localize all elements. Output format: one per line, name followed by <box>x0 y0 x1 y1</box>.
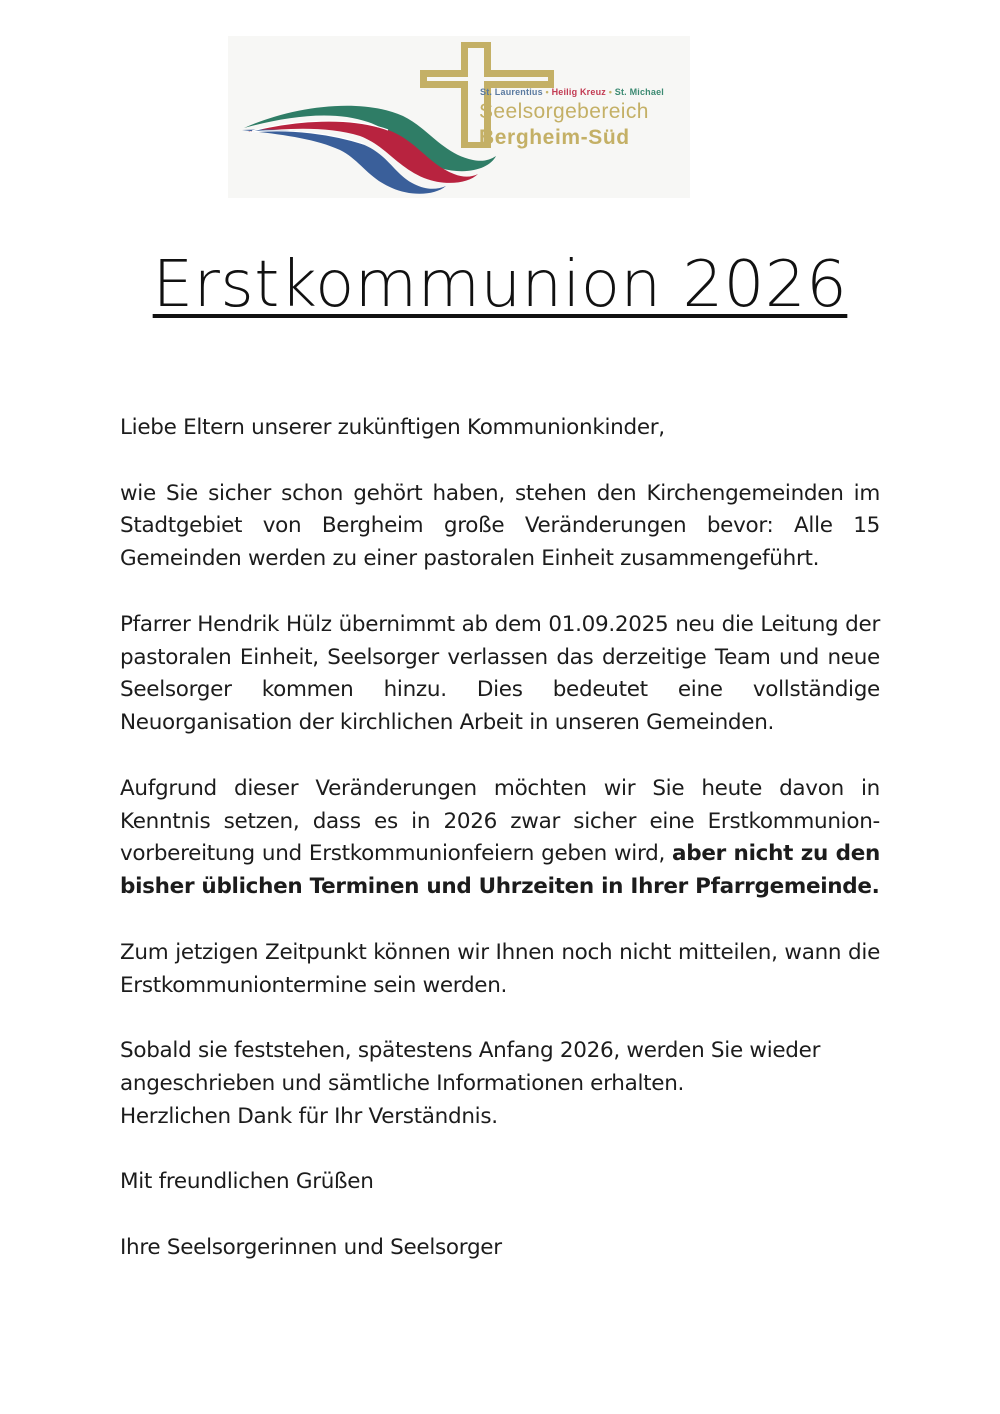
paragraph-changes: wie Sie sicher schon gehört haben, stehen den Kirchengemeinden im Stadtgebiet von Bergheim große Veränderungen bevor: Alle 15 Gemeinden werden zu einer pastoralen Einheit zusammengeführt. <box>120 480 880 572</box>
logo-line-seelsorgebereich: Seelsorgebereich <box>479 100 649 123</box>
document-title <box>0 248 1000 322</box>
logo-line-bergheim-sued: Bergheim-Süd <box>479 126 630 149</box>
closing-greeting: Mit freundlichen Grüßen <box>120 1169 374 1195</box>
paragraph-first-communion-text: Aufgrund dieser Veränderungen möchten wir Sie heute davon in Kenntnis setzen, dass es in 2026 zwar sicher eine Erstkommunion-vorbereitung und Erstkommunionfeiern geben wird, <box>120 775 880 867</box>
paragraph-new-leadership: Pfarrer Hendrik Hülz übernimmt ab dem 01.09.2025 neu die Leitung der pastoralen Einheit, Seelsorger verlassen das derzeitige Team und neue Seelsorger kommen hinzu. Dies bedeutet eine vollständige Neuorganisation der kirchlichen Arbeit in unseren Gemeinden. <box>120 611 880 736</box>
thanks-line: Herzlichen Dank für Ihr Verständnis. <box>120 1103 498 1129</box>
signature: Ihre Seelsorgerinnen und Seelsorger <box>120 1234 502 1260</box>
letter-body <box>120 412 880 1298</box>
parish-heilig-kreuz: Heilig Kreuz <box>551 87 606 97</box>
salutation: Liebe Eltern unserer zukünftigen Kommunionkinder, <box>120 415 665 440</box>
highlighted-notice: aber nicht zu den bisher üblichen Terminen und Uhrzeiten in Ihrer Pfarrgemeinde. <box>120 841 880 900</box>
paragraph-notification: Sobald sie feststehen, spätestens Anfang 2026, werden Sie wieder angeschrieben und sämtliche Informationen erhalten. <box>120 1038 821 1096</box>
parish-st-michael: St. Michael <box>614 87 664 97</box>
parish-logo <box>228 36 690 198</box>
paragraph-first-communion <box>120 773 880 904</box>
paragraph-dates-unknown: Zum jetzigen Zeitpunkt können wir Ihnen noch nicht mitteilen, wann die Erstkommuniontermine sein werden. <box>120 939 880 998</box>
logo-parish-names: St. Laurentius • Heilig Kreuz • St. Michael <box>480 87 664 97</box>
parish-st-laurentius: St. Laurentius <box>480 87 543 97</box>
document-title-text: Erstkommunion 2026 <box>152 248 848 322</box>
